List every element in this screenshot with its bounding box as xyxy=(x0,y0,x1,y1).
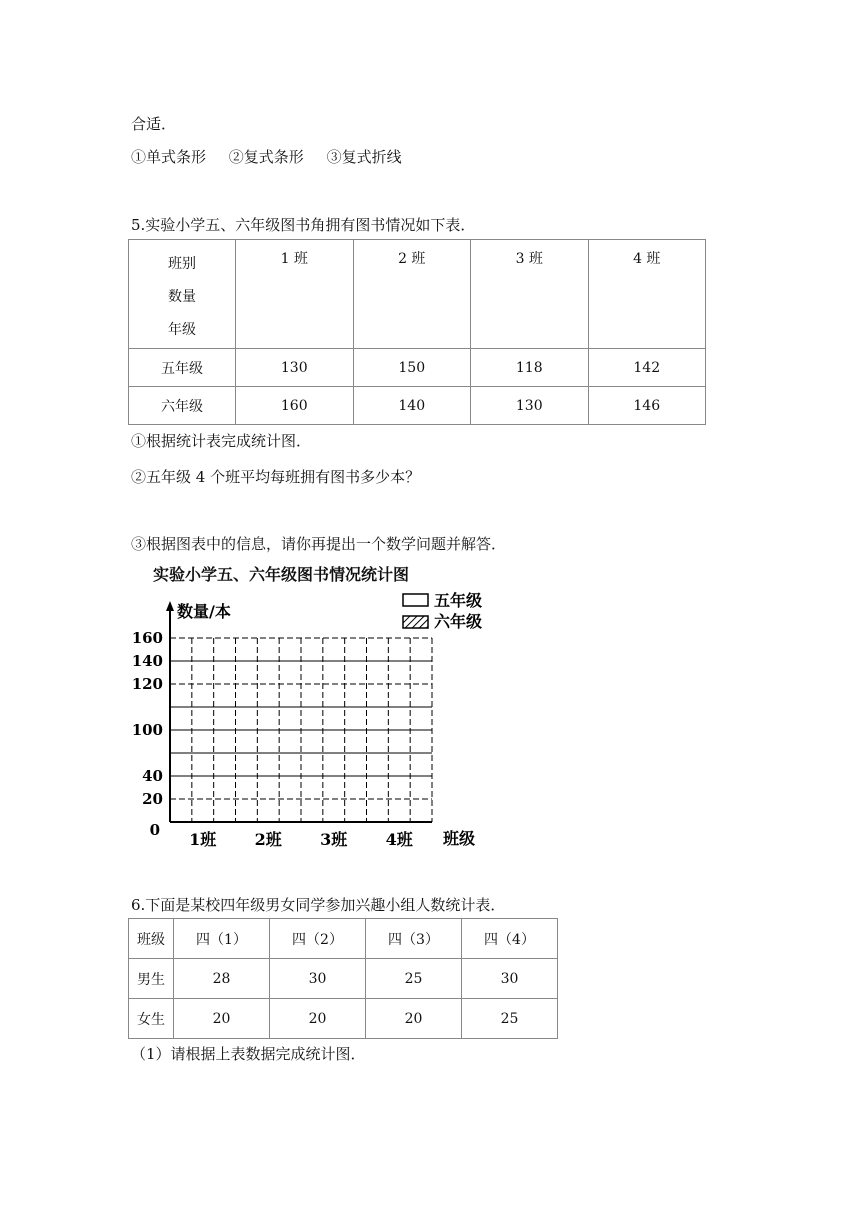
intro-tail: 合适． xyxy=(131,115,177,133)
table-cell: 30 xyxy=(270,959,366,999)
table-cell: 118 xyxy=(471,349,589,387)
option-2: ②复式条形 xyxy=(228,148,304,166)
q5-title: 5.实验小学五、六年级图书角拥有图书情况如下表． xyxy=(131,216,476,234)
table-cell: 30 xyxy=(462,959,558,999)
column-header: 4 班 xyxy=(588,240,706,349)
table-cell: 130 xyxy=(236,349,354,387)
y-axis-label: 数量/本 xyxy=(177,602,231,621)
y-tick-label: 140 xyxy=(131,652,163,670)
q5-sub1: ①根据统计表完成统计图． xyxy=(131,432,312,450)
legend-swatch-grade6 xyxy=(403,616,428,628)
x-tick-label: 1班 xyxy=(189,830,217,849)
table-row xyxy=(129,999,558,1039)
q5-sub3: ③根据图表中的信息，请你再提出一个数学问题并解答． xyxy=(131,535,507,553)
x-tick-label: 3班 xyxy=(320,830,348,849)
row-label: 男生 xyxy=(129,959,174,999)
legend-label-grade6: 六年级 xyxy=(434,612,483,631)
x-tick-label: 2班 xyxy=(254,830,282,849)
header-value-label: 数量 xyxy=(168,289,196,305)
table-cell: 20 xyxy=(270,999,366,1039)
column-header: 班级 xyxy=(129,919,174,959)
y-tick-label: 160 xyxy=(131,629,163,647)
table-row xyxy=(129,919,558,959)
legend-label-grade5: 五年级 xyxy=(434,591,483,610)
y-tick-label: 20 xyxy=(142,790,163,808)
column-header: 四（1） xyxy=(174,919,270,959)
row-label: 六年级 xyxy=(129,387,236,425)
table-cell: 130 xyxy=(471,387,589,425)
table-cell: 146 xyxy=(588,387,706,425)
table-cell: 142 xyxy=(588,349,706,387)
q6-sub1: （1）请根据上表数据完成统计图． xyxy=(131,1045,366,1063)
row-label: 五年级 xyxy=(129,349,236,387)
column-header: 2 班 xyxy=(353,240,471,349)
column-header: 四（4） xyxy=(462,919,558,959)
row-label: 女生 xyxy=(129,999,174,1039)
table-cell: 140 xyxy=(353,387,471,425)
column-header: 3 班 xyxy=(471,240,589,349)
table-cell: 20 xyxy=(174,999,270,1039)
table-cell: 25 xyxy=(462,999,558,1039)
chart-title: 实验小学五、六年级图书情况统计图 xyxy=(153,565,410,584)
column-header: 四（2） xyxy=(270,919,366,959)
header-row-label: 年级 xyxy=(168,322,196,338)
x-tick-label: 4班 xyxy=(385,830,413,849)
y-tick-label: 100 xyxy=(131,721,163,739)
table-row xyxy=(129,959,558,999)
header-col-label: 班别 xyxy=(168,256,196,272)
table-cell: 28 xyxy=(174,959,270,999)
legend-swatch-grade5 xyxy=(403,594,428,606)
y-tick-label: 40 xyxy=(142,767,163,785)
q6-title: 6.下面是某校四年级男女同学参加兴趣小组人数统计表． xyxy=(131,896,506,914)
table-cell: 20 xyxy=(366,999,462,1039)
option-3: ③复式折线 xyxy=(326,148,402,166)
y-tick-label: 120 xyxy=(131,675,163,693)
q6-table xyxy=(128,918,558,1039)
y-axis-arrow xyxy=(166,601,174,611)
grid-lines xyxy=(170,638,432,822)
table-cell: 25 xyxy=(366,959,462,999)
table-cell: 160 xyxy=(236,387,354,425)
x-axis-label: 班级 xyxy=(443,829,476,848)
table-cell: 150 xyxy=(353,349,471,387)
y-tick-label: 0 xyxy=(149,821,160,839)
q5-sub2: ②五年级 4 个班平均每班拥有图书多少本？ xyxy=(131,468,421,486)
column-header: 四（3） xyxy=(366,919,462,959)
option-1: ①单式条形 xyxy=(131,148,207,166)
column-header: 1 班 xyxy=(236,240,354,349)
